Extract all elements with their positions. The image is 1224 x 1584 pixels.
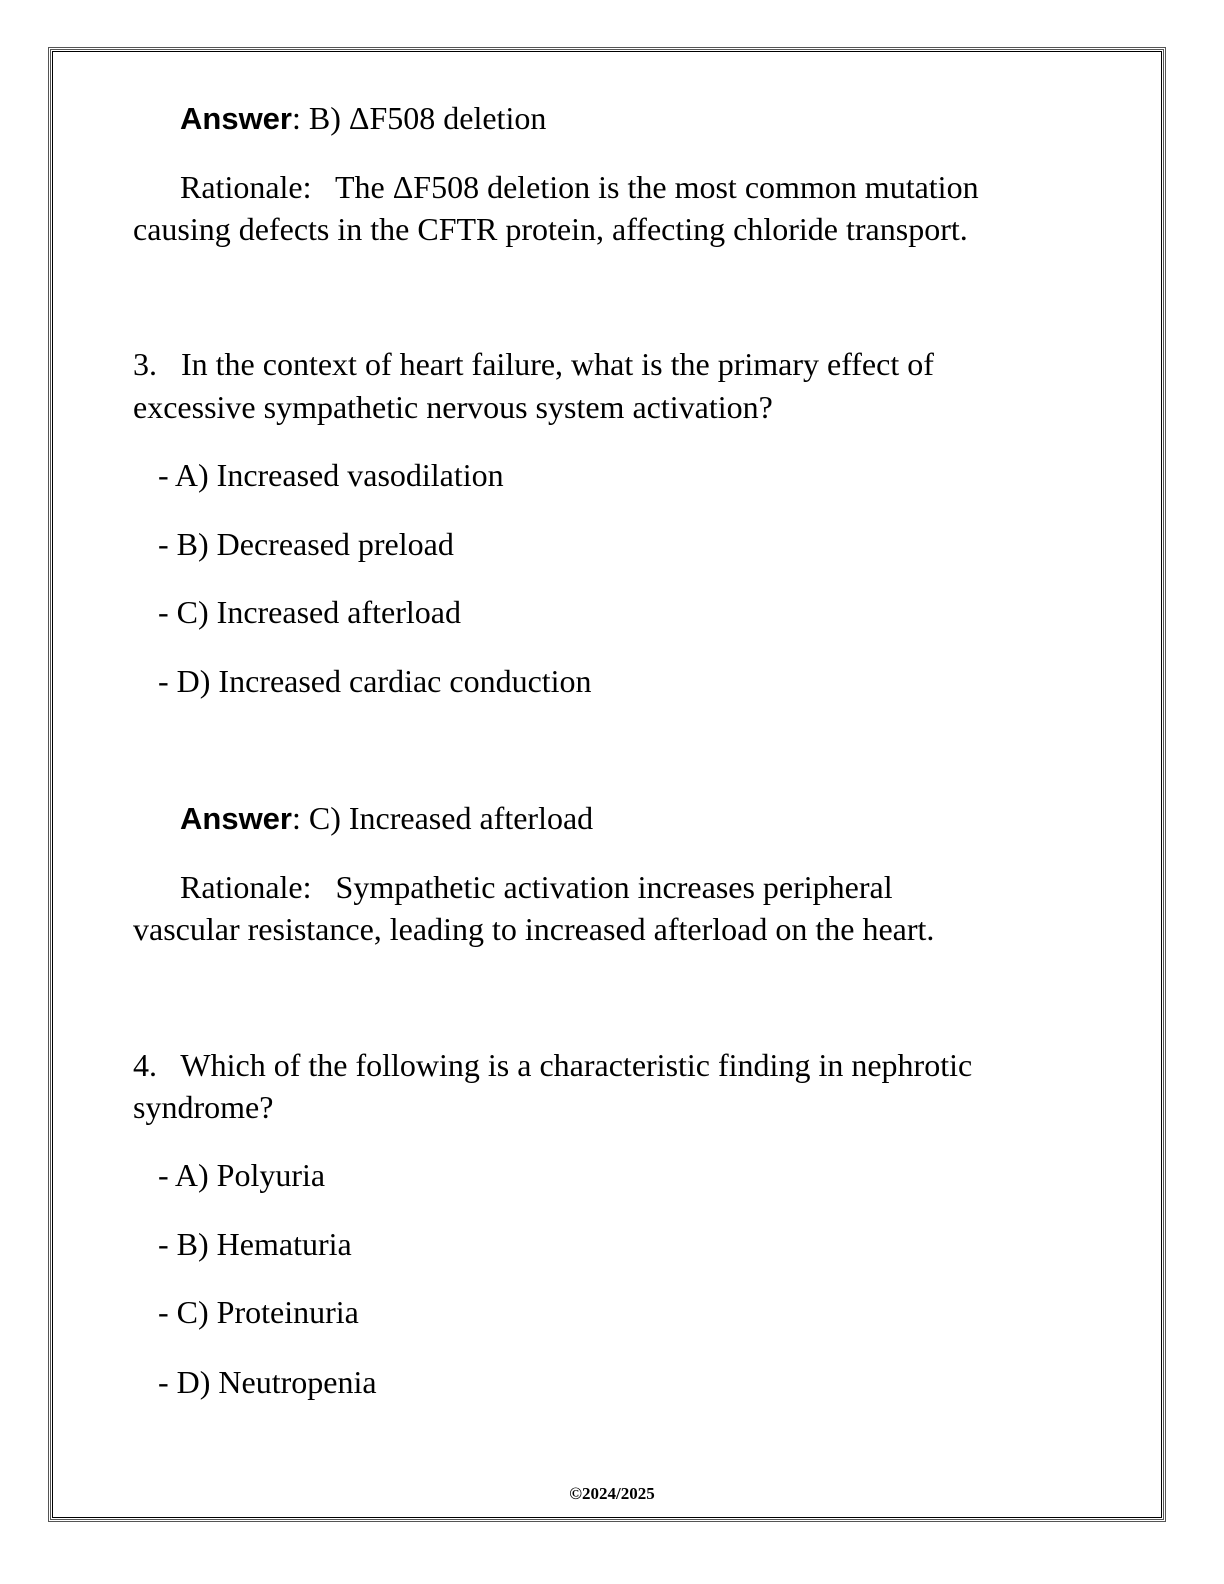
answer-text: : C) Increased afterload [291, 800, 594, 836]
answer-label: Answer [180, 801, 292, 836]
copyright-footer: ©2024/2025 [569, 1484, 655, 1503]
rationale-line-2: causing defects in the CFTR protein, affecting chloride transport. [133, 211, 968, 247]
answer-label: Answer [180, 101, 292, 136]
answer-line [180, 97, 546, 140]
question-3-option-c: - C) Increased afterload [158, 594, 461, 630]
question-4-line-2: syndrome? [133, 1089, 274, 1125]
question-4-option-a: - A) Polyuria [158, 1157, 326, 1193]
rationale-line-1: Rationale: The ΔF508 deletion is the most common mutation [180, 169, 979, 205]
question-3-option-b: - B) Decreased preload [158, 526, 454, 562]
question-4-option-c: - C) Proteinuria [158, 1294, 359, 1330]
question-3-option-d: - D) Increased cardiac conduction [158, 663, 592, 699]
question-4-line-1: 4. Which of the following is a characteristic finding in nephrotic [133, 1047, 973, 1083]
question-3-option-a: - A) Increased vasodilation [158, 457, 504, 493]
answer-text: : B) ΔF508 deletion [291, 100, 547, 136]
rationale-line-2: vascular resistance, leading to increased afterload on the heart. [133, 911, 935, 947]
question-3-line-1: 3. In the context of heart failure, what is the primary effect of [133, 346, 934, 382]
question-4-option-b: - B) Hematuria [158, 1226, 352, 1262]
rationale-line-1: Rationale: Sympathetic activation increases peripheral [180, 869, 893, 905]
question-4-option-d: - D) Neutropenia [158, 1364, 377, 1400]
answer-line [180, 797, 593, 840]
question-3-line-2: excessive sympathetic nervous system activation? [133, 389, 773, 425]
